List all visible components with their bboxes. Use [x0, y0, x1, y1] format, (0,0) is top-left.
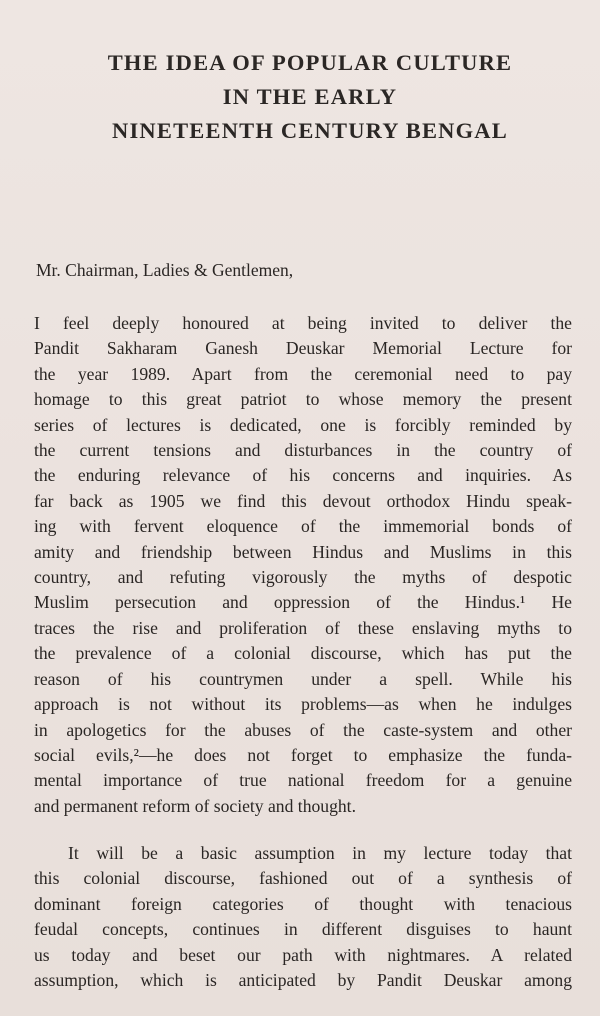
text-line: approach is not without its problems—as when he indulges [34, 694, 572, 715]
text-line: the year 1989. Apart from the ceremonial need to pay [34, 363, 572, 384]
text-line: It will be a basic assumption in my lecture today that [68, 843, 572, 863]
text-line: this colonial discourse, fashioned out of a synthesis of [34, 868, 572, 889]
text-line: Pandit Sakharam Ganesh Deuskar Memorial Lecture for [34, 338, 572, 359]
chapter-title [40, 46, 580, 148]
text-line: the enduring relevance of his concerns and inquiries. As [34, 465, 572, 486]
text-line: us today and beset our path with nightmares. A related [34, 944, 572, 965]
text-line: I feel deeply honoured at being invited to deliver the [34, 313, 572, 333]
paragraph-1 [34, 311, 572, 819]
text-line: series of lectures is dedicated, one is forcibly reminded by [34, 414, 572, 435]
paragraph-2 [34, 841, 572, 993]
text-line: far back as 1905 we find this devout orthodox Hindu speak- [34, 490, 572, 511]
salutation: Mr. Chairman, Ladies & Gentlemen, [36, 260, 294, 280]
text-line: ing with fervent eloquence of the immemorial bonds of [34, 516, 572, 537]
text-line: country, and refuting vigorously the myths of despotic [34, 567, 572, 588]
text-line: the prevalence of a colonial discourse, which has put the [34, 643, 572, 664]
text-line: Muslim persecution and oppression of the Hindus.¹ He [34, 592, 572, 613]
text-line: homage to this great patriot to whose memory the present [34, 389, 572, 410]
text-line: assumption, which is anticipated by Pandit Deuskar among [34, 970, 572, 991]
chapter-title-line-3: NINETEENTH CENTURY BENGAL [112, 118, 508, 143]
text-line: mental importance of true national freedom for a genuine [34, 770, 572, 791]
chapter-title-line-1: THE IDEA OF POPULAR CULTURE [107, 50, 513, 75]
text-line: the current tensions and disturbances in the country of [34, 440, 572, 461]
text-line: dominant foreign categories of thought with tenacious [34, 893, 572, 914]
text-line: in apologetics for the abuses of the caste-system and other [34, 719, 572, 740]
text-line: feudal concepts, continues in different disguises to haunt [34, 919, 572, 940]
text-line: reason of his countrymen under a spell. While his [34, 668, 572, 689]
chapter-title-line-2: IN THE EARLY [222, 84, 398, 109]
text-line: and permanent reform of society and thought. [34, 795, 356, 816]
text-line: amity and friendship between Hindus and Muslims in this [34, 541, 572, 562]
text-line: traces the rise and proliferation of these enslaving myths to [34, 617, 572, 638]
text-line: social evils,²—he does not forget to emphasize the funda- [34, 744, 572, 765]
